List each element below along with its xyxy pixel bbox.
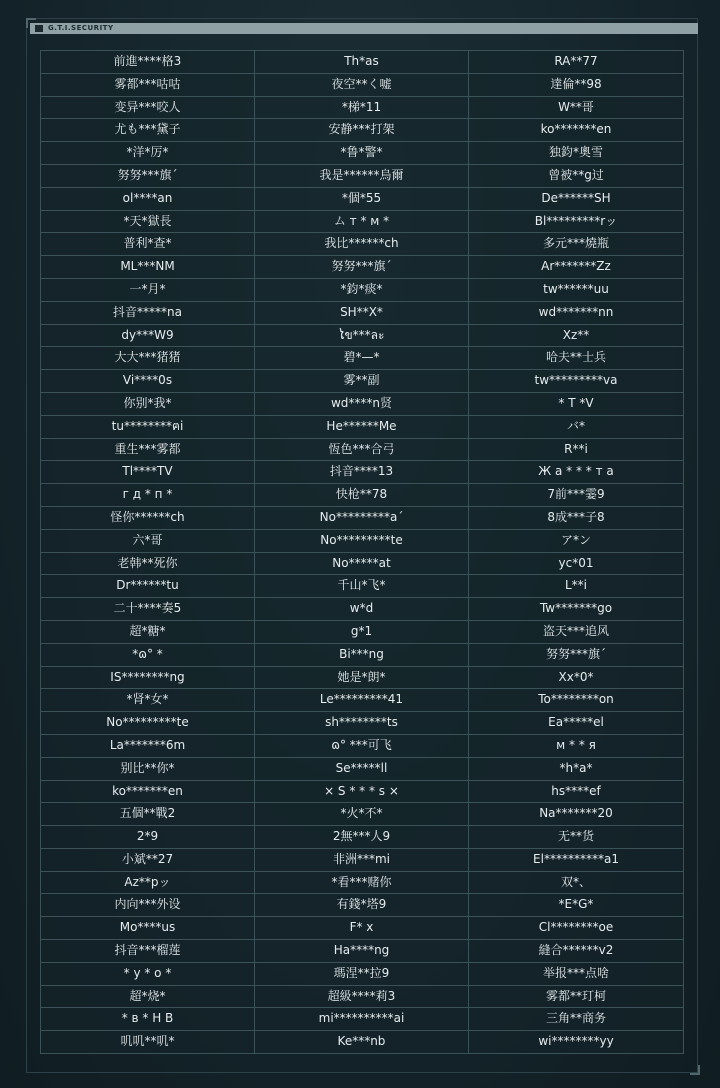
table-cell: Ke***nb (255, 1031, 469, 1054)
table-cell: *ɷ° * (41, 644, 255, 667)
table-cell: Tw*******go (469, 598, 684, 621)
table-cell: R**i (469, 439, 684, 462)
table-cell: 盗天***追风 (469, 621, 684, 644)
table-cell: tw******uu (469, 279, 684, 302)
table-cell: No*********a´ (255, 507, 469, 530)
table-cell: 快枪**78 (255, 484, 469, 507)
table-cell: 尤も***黛子 (41, 119, 255, 142)
table-cell: ム т * м * (255, 211, 469, 234)
table-cell: 努努***旗ˊ (255, 256, 469, 279)
table-cell: La*******6m (41, 735, 255, 758)
table-cell: 抖音****13 (255, 461, 469, 484)
table-cell: * y * o * (41, 963, 255, 986)
table-cell: L**i (469, 575, 684, 598)
table-cell: 努努***旗ˊ (41, 165, 255, 188)
table-cell: tu********ฅi (41, 416, 255, 439)
table-cell: 雾**副 (255, 370, 469, 393)
table-cell: 碧*—* (255, 347, 469, 370)
table-cell: 雾都***咕咕 (41, 74, 255, 97)
table-cell: *梯*11 (255, 97, 469, 120)
table-cell: 2無***人9 (255, 826, 469, 849)
table-cell: 叽叽**叽* (41, 1031, 255, 1054)
table-cell: *洋*厉* (41, 142, 255, 165)
table-cell: 普利*查* (41, 233, 255, 256)
table-cell: 二十****奏5 (41, 598, 255, 621)
table-cell: SH**X* (255, 302, 469, 325)
table-cell: 努努***旗ˊ (469, 644, 684, 667)
table-cell: ol****an (41, 188, 255, 211)
table-cell: Ж а * * * т а (469, 461, 684, 484)
table-cell: No*****at (255, 553, 469, 576)
table-cell: バ* (469, 416, 684, 439)
table-cell: sh********ts (255, 712, 469, 735)
table-cell: g*1 (255, 621, 469, 644)
table-cell: No*********te (41, 712, 255, 735)
table-cell: 超級****莉3 (255, 986, 469, 1009)
table-cell: De******SH (469, 188, 684, 211)
table-cell: *鈞*痰* (255, 279, 469, 302)
table-cell: Xx*0* (469, 667, 684, 690)
table-cell: *肾*女* (41, 689, 255, 712)
table-cell: Vi****0s (41, 370, 255, 393)
table-cell: 超*烧* (41, 986, 255, 1009)
table-cell: 重生***雾都 (41, 439, 255, 462)
header-bar (30, 23, 698, 34)
table-cell: 三角**商务 (469, 1008, 684, 1031)
table-cell: El**********a1 (469, 849, 684, 872)
table-cell: 大大***猪猪 (41, 347, 255, 370)
table-cell: 千山*飞* (255, 575, 469, 598)
player-name-table (40, 50, 684, 1054)
table-cell: Mo****us (41, 917, 255, 940)
table-cell: 8成***子8 (469, 507, 684, 530)
table-cell: ko*******en (469, 119, 684, 142)
table-cell: 五個**戰2 (41, 803, 255, 826)
table-cell: 2*9 (41, 826, 255, 849)
table-cell: RA**77 (469, 51, 684, 74)
table-cell: 恆色***合弓 (255, 439, 469, 462)
table-cell: Ar*******Zz (469, 256, 684, 279)
table-cell: *個*55 (255, 188, 469, 211)
table-cell: 抖音*****na (41, 302, 255, 325)
table-cell: *h*a* (469, 758, 684, 781)
table-cell: 有錢*塔9 (255, 894, 469, 917)
table-cell: wi********yy (469, 1031, 684, 1054)
table-cell: *E*G* (469, 894, 684, 917)
table-cell: 雾都**玎柯 (469, 986, 684, 1009)
table-cell: To********on (469, 689, 684, 712)
table-cell: W**哥 (469, 97, 684, 120)
table-cell: wd*******nn (469, 302, 684, 325)
table-cell: 我比******ch (255, 233, 469, 256)
table-cell: 变异***咬人 (41, 97, 255, 120)
table-cell: Se*****ll (255, 758, 469, 781)
table-cell: * в * Н В (41, 1008, 255, 1031)
table-cell: hs****ef (469, 781, 684, 804)
table-cell: 小斌**27 (41, 849, 255, 872)
table-cell: Az**pッ (41, 872, 255, 895)
table-cell: Ha****ng (255, 940, 469, 963)
table-cell: 前進****格3 (41, 51, 255, 74)
table-cell: *鲁*警* (255, 142, 469, 165)
table-cell: 超*糖* (41, 621, 255, 644)
table-cell: F* x (255, 917, 469, 940)
table-cell: 内向***外设 (41, 894, 255, 917)
table-cell: ML***NM (41, 256, 255, 279)
table-cell: 多元***燒瓶 (469, 233, 684, 256)
table-cell: 7前***霎9 (469, 484, 684, 507)
table-cell: 非洲***mi (255, 849, 469, 872)
table-cell: 别比**你* (41, 758, 255, 781)
table-cell: ko*******en (41, 781, 255, 804)
table-cell: Cl********oe (469, 917, 684, 940)
table-cell: * T *V (469, 393, 684, 416)
table-cell: 双*、 (469, 872, 684, 895)
table-cell: w*d (255, 598, 469, 621)
table-cell: Tl****TV (41, 461, 255, 484)
table-cell: 她是*朗* (255, 667, 469, 690)
table-cell: 安静***打架 (255, 119, 469, 142)
table-cell: 我是******烏爾 (255, 165, 469, 188)
table-cell: ア*ン (469, 530, 684, 553)
table-cell: 无**货 (469, 826, 684, 849)
table-cell: 曾被**g过 (469, 165, 684, 188)
table-cell: mi**********ai (255, 1008, 469, 1031)
table-cell: tw*********va (469, 370, 684, 393)
table-cell: 抖音***榴莲 (41, 940, 255, 963)
table-cell: 瑪涅**拉9 (255, 963, 469, 986)
table-cell: г д * п * (41, 484, 255, 507)
table-cell: He******Me (255, 416, 469, 439)
table-cell: 老韩**死你 (41, 553, 255, 576)
table-cell: No*********te (255, 530, 469, 553)
table-cell: Na*******20 (469, 803, 684, 826)
table-cell: ɷ° ***可飞 (255, 735, 469, 758)
table-cell: Bi***ng (255, 644, 469, 667)
table-cell: м * * я (469, 735, 684, 758)
table-cell: Bl*********rッ (469, 211, 684, 234)
table-cell: IS********ng (41, 667, 255, 690)
table-cell: Xz** (469, 325, 684, 348)
table-cell: 夜空**く嘘 (255, 74, 469, 97)
table-cell: *看***赌你 (255, 872, 469, 895)
table-cell: *天*獄長 (41, 211, 255, 234)
table-cell: 你别*我* (41, 393, 255, 416)
table-cell: × S * * * s × (255, 781, 469, 804)
table-cell: 举报***点啥 (469, 963, 684, 986)
table-cell: 独鈞*奧雪 (469, 142, 684, 165)
table-cell: Th*as (255, 51, 469, 74)
table-cell: 哈夫**士兵 (469, 347, 684, 370)
table-cell: yc*01 (469, 553, 684, 576)
table-cell: 一*月* (41, 279, 255, 302)
table-cell: dy***W9 (41, 325, 255, 348)
frame-corner-bottom-right (690, 1065, 700, 1075)
table-cell: 怪你******ch (41, 507, 255, 530)
header-title: G.T.I.SECURITY (48, 24, 114, 32)
table-cell: Ea*****el (469, 712, 684, 735)
table-cell: 達倫**98 (469, 74, 684, 97)
table-cell: wd****n贤 (255, 393, 469, 416)
table-cell: Dr******tu (41, 575, 255, 598)
table-cell: 六*哥 (41, 530, 255, 553)
table-cell: Le*********41 (255, 689, 469, 712)
table-cell: 縫合******v2 (469, 940, 684, 963)
table-cell: ໄข***ละ (255, 325, 469, 348)
table-cell: *火*不* (255, 803, 469, 826)
header-notch-icon (35, 25, 43, 32)
